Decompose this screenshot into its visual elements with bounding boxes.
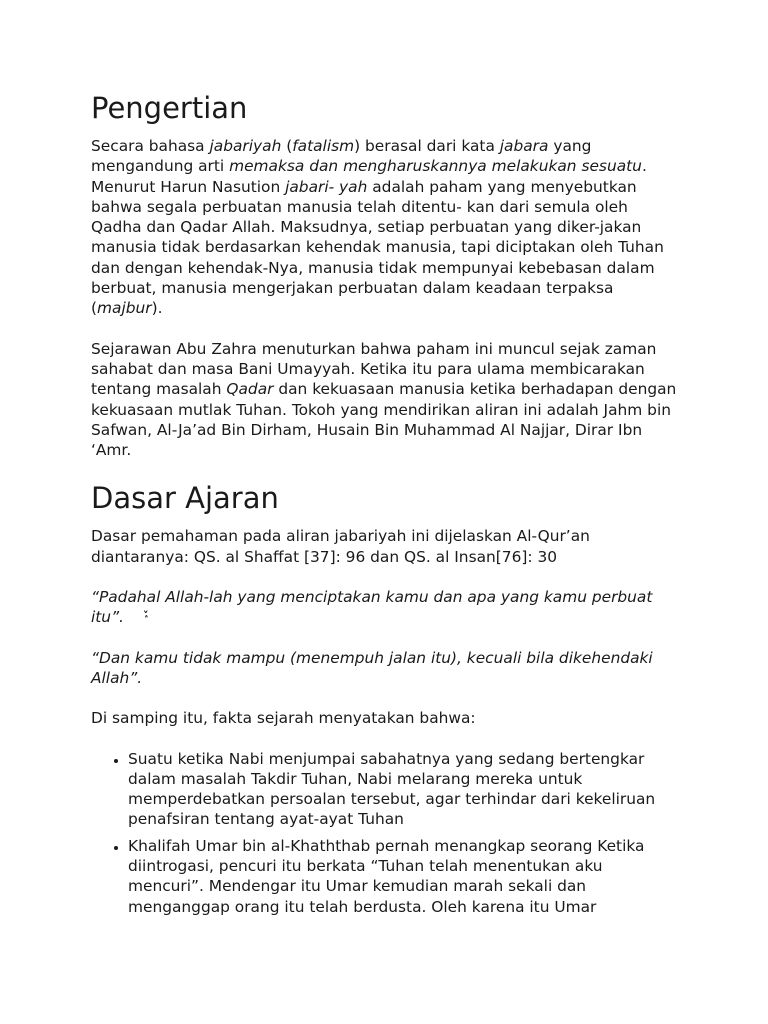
quote-shaffat xyxy=(91,587,681,628)
text-run: Sejarawan Abu Zahra menuturkan bahwa paham ini muncul sejak zaman sahabat dan masa Bani Umayyah. Ketika itu para ulama membicarakan tentang masalah xyxy=(91,339,657,399)
arabic-glyph: ٚ ٛ xyxy=(141,608,151,627)
quote-insan: “Dan kamu tidak mampu (menempuh jalan itu), kecuali bila dikehendaki Allah”. xyxy=(91,648,653,687)
text-run: dan kekuasaan manusia ketika berhadapan dengan kekuasaan mutlak Tuhan. Tokoh yang mendirikan aliran ini adalah Jahm bin Safwan, Al-Ja’ad Bin Dirham, Husain Bin Muhammad Al Najjar, Dirar Ibn ‘Amr. xyxy=(91,380,677,460)
text-run: adalah paham yang menyebutkan bahwa segala perbuatan manusia telah ditentu- kan dari semula oleh Qadha dan Qadar Allah. Maksudnya, setiap perbuatan yang diker-jakan manusia tidak berdasarkan kehendak manusia, tapi diciptakan oleh Tuhan dan dengan kehendak-Nya, manusia tidak mempunyai kebebasan dalam berbuat, manusia mengerjakan perbuatan dalam keadaan terpaksa ( xyxy=(91,177,664,318)
italic-term: jabariyah xyxy=(209,137,282,155)
text-run: Secara bahasa xyxy=(91,137,210,155)
quote-shaffat-text: “Padahal Allah-lah yang menciptakan kamu dan apa yang kamu perbuat itu”. xyxy=(91,588,653,627)
fact-list xyxy=(91,749,681,917)
italic-term: Qadar xyxy=(226,380,274,399)
document-page xyxy=(91,90,681,923)
italic-term: memaksa dan mengharuskannya melakukan sesuatu xyxy=(229,157,642,176)
italic-term: fatalism xyxy=(292,137,355,155)
list-item: • Suatu ketika Nabi menjumpai sabahatnya yang sedang bertengkar dalam masalah Takdir Tuhan, Nabi melarang mereka untuk memperdebatkan persoalan tersebut, agar terhindar dari kekeliruan penafsiran tentang ayat-ayat Tuhan xyxy=(128,749,681,830)
section-heading-pengertian: Pengertian xyxy=(91,91,248,125)
text-run: . Menurut Harun Nasution xyxy=(91,157,647,196)
italic-term: jabari- yah xyxy=(285,177,368,196)
italic-term: majbur xyxy=(97,299,152,318)
text-run: ). xyxy=(151,299,163,318)
italic-term: jabara xyxy=(499,137,549,155)
paragraph-dasar-intro: Dasar pemahaman pada aliran jabariyah ini dijelaskan Al-Qur’an diantaranya: QS. al Shaffat [37]: 96 dan QS. al Insan[76]: 30 xyxy=(91,527,590,566)
text-run: yang mengandung arti xyxy=(91,137,592,176)
paragraph-history xyxy=(91,339,681,461)
text-run: ( xyxy=(281,137,293,155)
section-heading-dasar-ajaran: Dasar Ajaran xyxy=(91,481,279,516)
text-run: ) berasal dari kata xyxy=(354,137,500,155)
list-item: • Khalifah Umar bin al-Khaththab pernah menangkap seorang Ketika diintrogasi, pencuri itu berkata “Tuhan telah menentukan aku mencuri”. Mendengar itu Umar kemudian marah sekali dan menganggap orang itu telah berdusta. Oleh karena itu Umar xyxy=(128,836,681,917)
paragraph-definition xyxy=(91,136,681,319)
paragraph-fact-intro: Di samping itu, fakta sejarah menyatakan bahwa: xyxy=(91,709,476,728)
